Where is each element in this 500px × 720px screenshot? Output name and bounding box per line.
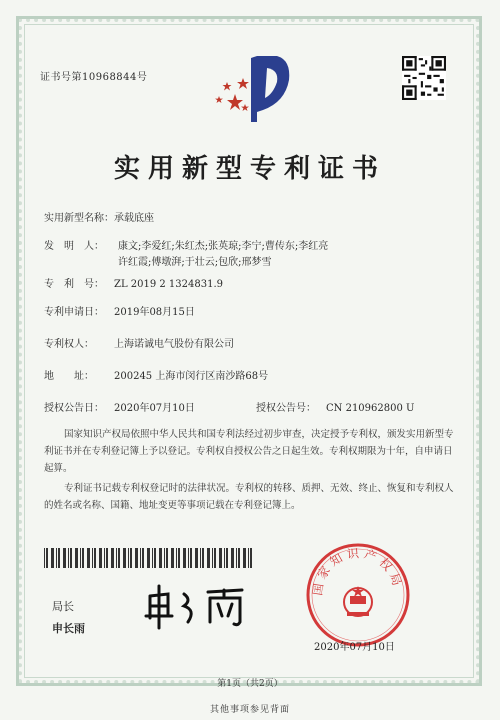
grant-number-label: 授权公告号： (256, 403, 316, 414)
seal-text: 国家知识产权局 (310, 546, 406, 597)
filing-date-row (44, 306, 195, 320)
patent-number-row (44, 278, 223, 292)
grant-number-row (256, 402, 414, 416)
address-row (44, 370, 268, 384)
qr-code-icon[interactable] (402, 56, 446, 100)
inventor-label: 发 明 人： (44, 241, 104, 252)
legal-paragraph-2: 专利证书记载专利权登记时的法律状况。专利权的转移、质押、无效、终止、恢复和专利权人的姓名或名称、国籍、地址变更等事项记载在专利登记簿上。 (44, 483, 454, 511)
director-signature (138, 582, 258, 632)
address-label: 地 址： (44, 371, 94, 382)
grant-date-value: 2020年07月10日 (114, 403, 195, 414)
grant-date-label: 授权公告日： (44, 403, 104, 414)
director-name: 申长雨 (52, 622, 85, 635)
inventor-line-1: 康文;李爱红;朱红杰;张英琼;李宁;曹传东;李红亮 (118, 241, 329, 252)
cnipa-logo-icon (205, 48, 295, 128)
patentee-row (44, 338, 234, 352)
utility-model-name-value: 承载底座 (114, 213, 154, 224)
grant-number-value: CN 210962800 U (326, 403, 415, 414)
page-number: 第1页（共2页） (217, 679, 283, 689)
patentee-label: 专利权人： (44, 339, 94, 350)
patent-number-label: 专 利 号： (44, 279, 104, 290)
footer-note: 其他事项参见背面 (209, 705, 290, 715)
inventor-row (44, 240, 114, 254)
inventor-line-2: 许红霞;傅墩湃;于壮云;包欣;邢梦雪 (118, 257, 272, 268)
patent-number-value: ZL 2019 2 1324831.9 (114, 279, 224, 290)
seal-date: 2020年07月10日 (314, 642, 395, 653)
barcode-icon (44, 548, 254, 568)
patentee-value: 上海诺诚电气股份有限公司 (114, 339, 234, 350)
director-title: 局长 (52, 600, 74, 613)
grant-date-row (44, 402, 195, 416)
official-seal-icon (303, 540, 413, 650)
utility-model-name-row (44, 212, 154, 226)
certificate-number: 证书号第10968844号 (40, 72, 148, 83)
certificate-title: 实用新型专利证书 (113, 154, 386, 184)
filing-date-value: 2019年08月15日 (114, 307, 195, 318)
utility-model-name-label: 实用新型名称： (44, 213, 114, 224)
filing-date-label: 专利申请日： (44, 307, 104, 318)
address-value: 200245 上海市闵行区南沙路68号 (114, 371, 269, 382)
legal-paragraph-1: 国家知识产权局依照中华人民共和国专利法经过初步审查，决定授予专利权，颁发实用新型专利证书并在专利登记簿上予以登记。专利权自授权公告之日起生效。专利权期限为十年，自申请日起算。 (44, 429, 454, 474)
